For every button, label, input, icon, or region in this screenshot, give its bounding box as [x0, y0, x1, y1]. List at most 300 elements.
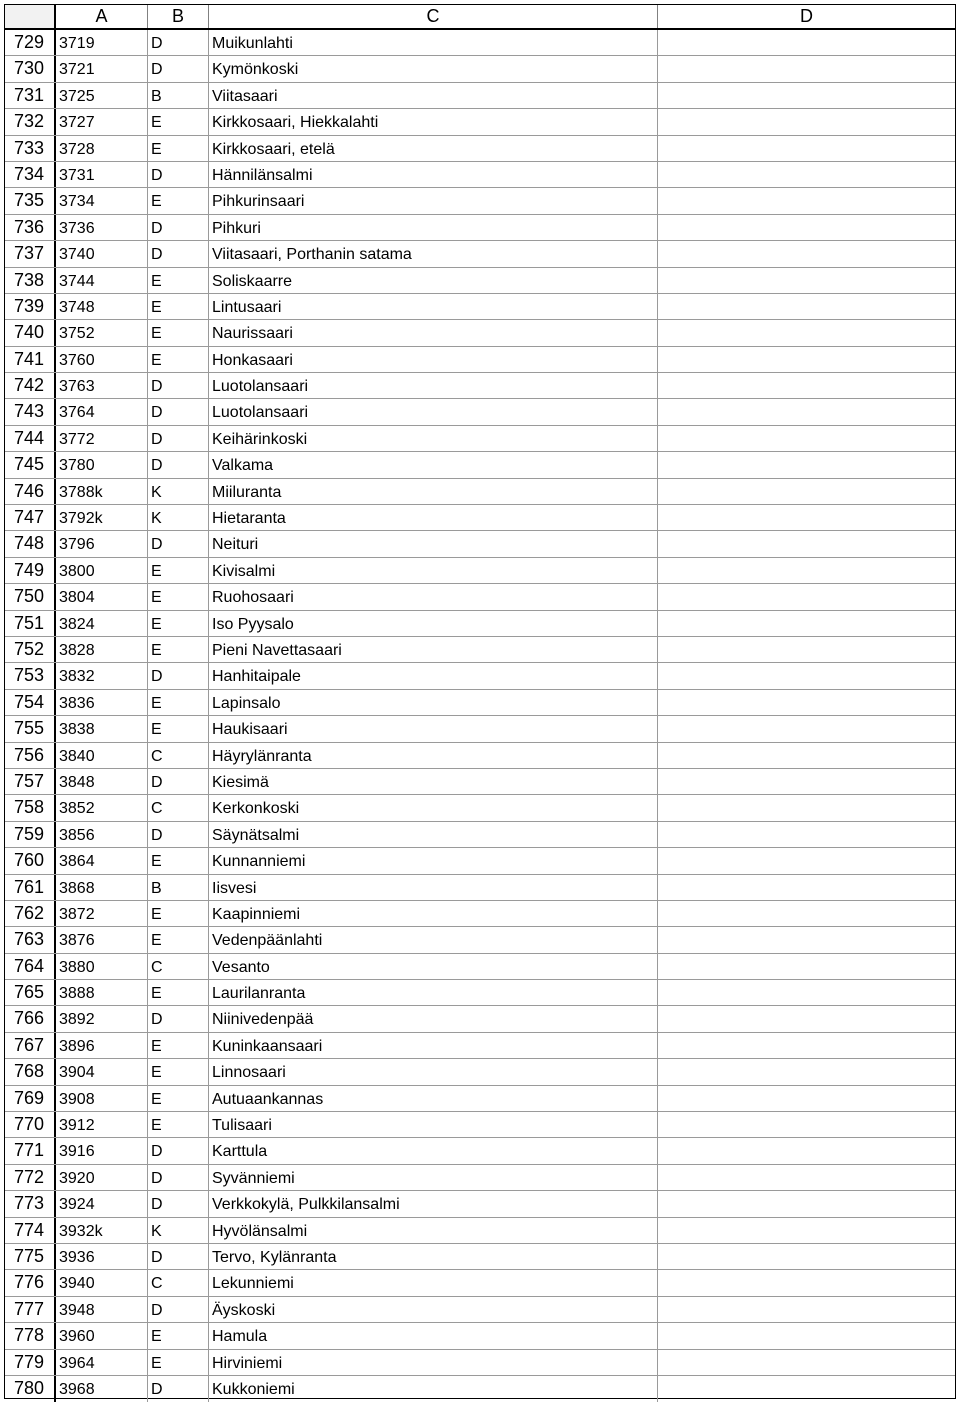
cell-c[interactable]: Ruohosaari	[209, 584, 658, 609]
cell-c[interactable]: Häyrylänranta	[209, 743, 658, 768]
cell-c[interactable]: Kunnanniemi	[209, 848, 658, 873]
cell-c[interactable]: Viitasaari	[209, 83, 658, 108]
cell-b[interactable]: E	[148, 320, 209, 345]
cell-d[interactable]	[658, 373, 955, 398]
cell-b[interactable]: D	[148, 1165, 209, 1190]
column-header-a[interactable]: A	[56, 5, 148, 28]
cell-a[interactable]: 3788k	[56, 479, 148, 504]
cell-b[interactable]: K	[148, 479, 209, 504]
cell-a[interactable]: 3856	[56, 822, 148, 847]
cell-c[interactable]: Valkama	[209, 452, 658, 477]
cell-d[interactable]	[658, 109, 955, 134]
row-number[interactable]: 751	[5, 611, 56, 636]
cell-a[interactable]: 3719	[56, 30, 148, 55]
cell-a[interactable]: 3960	[56, 1323, 148, 1348]
cell-d[interactable]	[658, 980, 955, 1005]
cell-d[interactable]	[658, 294, 955, 319]
cell-d[interactable]	[658, 1297, 955, 1322]
cell-d[interactable]	[658, 558, 955, 583]
row-number[interactable]: 760	[5, 848, 56, 873]
cell-c[interactable]: Lekunniemi	[209, 1270, 658, 1295]
cell-d[interactable]	[658, 1086, 955, 1111]
cell-c[interactable]: Verkkokylä, Pulkkilansalmi	[209, 1191, 658, 1216]
cell-d[interactable]	[658, 611, 955, 636]
cell-c[interactable]: Hietaranta	[209, 505, 658, 530]
cell-d[interactable]	[658, 83, 955, 108]
column-header-row	[5, 5, 955, 30]
cell-b[interactable]: E	[148, 1059, 209, 1084]
cell-b[interactable]: D	[148, 1138, 209, 1163]
cell-c[interactable]: Pihkurinsaari	[209, 188, 658, 213]
cell-d[interactable]	[658, 1059, 955, 1084]
row-number[interactable]: 730	[5, 56, 56, 81]
cell-d[interactable]	[658, 1138, 955, 1163]
row-number[interactable]: 771	[5, 1138, 56, 1163]
cell-a[interactable]: 3727	[56, 109, 148, 134]
cell-b[interactable]: D	[148, 531, 209, 556]
cell-d[interactable]	[658, 479, 955, 504]
row-number[interactable]: 737	[5, 241, 56, 266]
table-row	[5, 1323, 955, 1349]
row-container	[5, 30, 955, 1402]
table-row	[5, 426, 955, 452]
table-row	[5, 822, 955, 848]
table-row	[5, 162, 955, 188]
cell-b[interactable]: E	[148, 690, 209, 715]
cell-a[interactable]: 3734	[56, 188, 148, 213]
row-number[interactable]: 768	[5, 1059, 56, 1084]
cell-c[interactable]: Miiluranta	[209, 479, 658, 504]
cell-b[interactable]: E	[148, 1323, 209, 1348]
row-number[interactable]: 767	[5, 1033, 56, 1058]
cell-b[interactable]: C	[148, 795, 209, 820]
row-number[interactable]: 772	[5, 1165, 56, 1190]
cell-b[interactable]: E	[148, 637, 209, 662]
table-row	[5, 875, 955, 901]
cell-b[interactable]: D	[148, 1297, 209, 1322]
cell-a[interactable]: 3872	[56, 901, 148, 926]
cell-d[interactable]	[658, 584, 955, 609]
cell-a[interactable]: 3876	[56, 927, 148, 952]
cell-b[interactable]: E	[148, 109, 209, 134]
row-number[interactable]: 736	[5, 215, 56, 240]
row-number[interactable]: 739	[5, 294, 56, 319]
cell-b[interactable]: D	[148, 1244, 209, 1269]
row-number[interactable]: 749	[5, 558, 56, 583]
row-number[interactable]: 734	[5, 162, 56, 187]
cell-d[interactable]	[658, 136, 955, 161]
cell-b[interactable]: E	[148, 188, 209, 213]
cell-b[interactable]: E	[148, 901, 209, 926]
cell-a[interactable]: 3868	[56, 875, 148, 900]
table-row	[5, 320, 955, 346]
row-number[interactable]: 753	[5, 663, 56, 688]
cell-a[interactable]: 3848	[56, 769, 148, 794]
cell-d[interactable]	[658, 1006, 955, 1031]
cell-b[interactable]: C	[148, 1270, 209, 1295]
row-number[interactable]: 758	[5, 795, 56, 820]
row-number[interactable]: 729	[5, 30, 56, 55]
cell-b[interactable]: D	[148, 373, 209, 398]
cell-a[interactable]: 3936	[56, 1244, 148, 1269]
table-row	[5, 1297, 955, 1323]
cell-b[interactable]: E	[148, 294, 209, 319]
cell-d[interactable]	[658, 1218, 955, 1243]
table-row	[5, 1244, 955, 1270]
cell-c[interactable]: Autuaankannas	[209, 1086, 658, 1111]
cell-a[interactable]: 3721	[56, 56, 148, 81]
cell-b[interactable]: D	[148, 30, 209, 55]
cell-b[interactable]: C	[148, 743, 209, 768]
cell-c[interactable]: Tulisaari	[209, 1112, 658, 1137]
cell-b[interactable]: E	[148, 136, 209, 161]
cell-a[interactable]: 3838	[56, 716, 148, 741]
row-number[interactable]: 775	[5, 1244, 56, 1269]
cell-b[interactable]: D	[148, 215, 209, 240]
cell-d[interactable]	[658, 769, 955, 794]
cell-a[interactable]: 3920	[56, 1165, 148, 1190]
cell-a[interactable]: 3728	[56, 136, 148, 161]
table-row	[5, 637, 955, 663]
cell-a[interactable]: 3824	[56, 611, 148, 636]
row-number[interactable]: 732	[5, 109, 56, 134]
cell-a[interactable]: 3864	[56, 848, 148, 873]
cell-d[interactable]	[658, 1376, 955, 1402]
row-number[interactable]: 754	[5, 690, 56, 715]
cell-c[interactable]: Hanhitaipale	[209, 663, 658, 688]
cell-a[interactable]: 3744	[56, 268, 148, 293]
cell-b[interactable]: K	[148, 1218, 209, 1243]
row-number[interactable]: 744	[5, 426, 56, 451]
table-row	[5, 716, 955, 742]
row-number[interactable]: 766	[5, 1006, 56, 1031]
row-number[interactable]: 740	[5, 320, 56, 345]
cell-c[interactable]: Laurilanranta	[209, 980, 658, 1005]
cell-c[interactable]: Hännilänsalmi	[209, 162, 658, 187]
column-header-b[interactable]: B	[148, 5, 209, 28]
cell-d[interactable]	[658, 426, 955, 451]
table-row	[5, 954, 955, 980]
cell-d[interactable]	[658, 848, 955, 873]
cell-a[interactable]: 3725	[56, 83, 148, 108]
table-row	[5, 188, 955, 214]
cell-d[interactable]	[658, 716, 955, 741]
row-number[interactable]: 774	[5, 1218, 56, 1243]
cell-d[interactable]	[658, 1033, 955, 1058]
cell-a[interactable]: 3932k	[56, 1218, 148, 1243]
cell-a[interactable]: 3760	[56, 347, 148, 372]
cell-c[interactable]: Lintusaari	[209, 294, 658, 319]
cell-b[interactable]: D	[148, 426, 209, 451]
cell-a[interactable]: 3912	[56, 1112, 148, 1137]
row-number[interactable]: 776	[5, 1270, 56, 1295]
cell-c[interactable]: Luotolansaari	[209, 373, 658, 398]
cell-a[interactable]: 3796	[56, 531, 148, 556]
cell-d[interactable]	[658, 347, 955, 372]
table-row	[5, 56, 955, 82]
cell-c[interactable]: Kirkkosaari, etelä	[209, 136, 658, 161]
cell-d[interactable]	[658, 399, 955, 424]
cell-b[interactable]: B	[148, 83, 209, 108]
cell-d[interactable]	[658, 1191, 955, 1216]
cell-c[interactable]: Naurissaari	[209, 320, 658, 345]
spreadsheet-grid	[4, 4, 956, 1399]
table-row	[5, 927, 955, 953]
cell-b[interactable]: K	[148, 505, 209, 530]
column-header-d[interactable]: D	[800, 6, 813, 26]
cell-c[interactable]: Kymönkoski	[209, 56, 658, 81]
cell-b[interactable]: D	[148, 1006, 209, 1031]
row-number[interactable]: 747	[5, 505, 56, 530]
cell-b[interactable]: D	[148, 162, 209, 187]
table-row	[5, 1165, 955, 1191]
cell-c[interactable]: Kivisalmi	[209, 558, 658, 583]
cell-b[interactable]: E	[148, 927, 209, 952]
cell-c[interactable]: Kuninkaansaari	[209, 1033, 658, 1058]
cell-d[interactable]	[658, 215, 955, 240]
row-number[interactable]: 752	[5, 637, 56, 662]
cell-b[interactable]: E	[148, 584, 209, 609]
cell-c[interactable]: Kiesimä	[209, 769, 658, 794]
cell-d[interactable]	[658, 30, 955, 55]
cell-b[interactable]: E	[148, 268, 209, 293]
cell-a[interactable]: 3740	[56, 241, 148, 266]
row-number[interactable]: 746	[5, 479, 56, 504]
row-number[interactable]: 735	[5, 188, 56, 213]
cell-b[interactable]: E	[148, 1112, 209, 1137]
cell-d[interactable]	[658, 637, 955, 662]
cell-d[interactable]	[658, 795, 955, 820]
cell-b[interactable]: D	[148, 1191, 209, 1216]
table-row	[5, 268, 955, 294]
cell-d[interactable]	[658, 1165, 955, 1190]
cell-d[interactable]	[658, 56, 955, 81]
cell-a[interactable]: 3888	[56, 980, 148, 1005]
cell-c[interactable]: Syvänniemi	[209, 1165, 658, 1190]
cell-c[interactable]: Iso Pyysalo	[209, 611, 658, 636]
table-row	[5, 901, 955, 927]
cell-a[interactable]: 3840	[56, 743, 148, 768]
cell-a[interactable]: 3964	[56, 1350, 148, 1375]
cell-c[interactable]: Linnosaari	[209, 1059, 658, 1084]
cell-d[interactable]	[658, 927, 955, 952]
cell-c[interactable]: Säynätsalmi	[209, 822, 658, 847]
row-number[interactable]: 773	[5, 1191, 56, 1216]
cell-b[interactable]: D	[148, 56, 209, 81]
table-row	[5, 980, 955, 1006]
table-row	[5, 663, 955, 689]
cell-c[interactable]: Iisvesi	[209, 875, 658, 900]
cell-c[interactable]: Vedenpäänlahti	[209, 927, 658, 952]
cell-c[interactable]: Muikunlahti	[209, 30, 658, 55]
cell-c[interactable]: Niinivedenpää	[209, 1006, 658, 1031]
cell-c[interactable]: Kerkonkoski	[209, 795, 658, 820]
cell-b[interactable]: E	[148, 1350, 209, 1375]
cell-a[interactable]: 3780	[56, 452, 148, 477]
cell-a[interactable]: 3736	[56, 215, 148, 240]
cell-c[interactable]: Luotolansaari	[209, 399, 658, 424]
cell-d[interactable]	[658, 241, 955, 266]
cell-d[interactable]	[658, 268, 955, 293]
cell-a[interactable]: 3892	[56, 1006, 148, 1031]
cell-c[interactable]: Hyvölänsalmi	[209, 1218, 658, 1243]
cell-d[interactable]	[658, 1350, 955, 1375]
cell-a[interactable]: 3948	[56, 1297, 148, 1322]
cell-a[interactable]: 3836	[56, 690, 148, 715]
table-row	[5, 1191, 955, 1217]
cell-a[interactable]: 3763	[56, 373, 148, 398]
row-number[interactable]: 779	[5, 1350, 56, 1375]
cell-a[interactable]: 3752	[56, 320, 148, 345]
cell-b[interactable]: D	[148, 399, 209, 424]
cell-c[interactable]: Viitasaari, Porthanin satama	[209, 241, 658, 266]
cell-b[interactable]: D	[148, 822, 209, 847]
cell-d[interactable]	[658, 875, 955, 900]
table-row	[5, 347, 955, 373]
cell-a[interactable]: 3940	[56, 1270, 148, 1295]
row-number[interactable]: 748	[5, 531, 56, 556]
row-number[interactable]: 755	[5, 716, 56, 741]
table-row	[5, 743, 955, 769]
cell-d[interactable]	[658, 743, 955, 768]
cell-b[interactable]: E	[148, 1033, 209, 1058]
row-number[interactable]: 742	[5, 373, 56, 398]
row-number[interactable]: 745	[5, 452, 56, 477]
cell-d[interactable]	[658, 452, 955, 477]
cell-a[interactable]: 3916	[56, 1138, 148, 1163]
cell-d[interactable]	[658, 505, 955, 530]
cell-a[interactable]: 3804	[56, 584, 148, 609]
cell-d[interactable]	[658, 690, 955, 715]
cell-b[interactable]: E	[148, 347, 209, 372]
cell-b[interactable]: E	[148, 980, 209, 1005]
cell-a[interactable]: 3792k	[56, 505, 148, 530]
row-number[interactable]: 761	[5, 875, 56, 900]
cell-b[interactable]: D	[148, 1376, 209, 1402]
cell-c[interactable]: Kirkkosaari, Hiekkalahti	[209, 109, 658, 134]
cell-a[interactable]: 3904	[56, 1059, 148, 1084]
table-row	[5, 1059, 955, 1085]
cell-c[interactable]: Soliskaarre	[209, 268, 658, 293]
cell-b[interactable]: D	[148, 241, 209, 266]
cell-a[interactable]: 3828	[56, 637, 148, 662]
cell-a[interactable]: 3764	[56, 399, 148, 424]
cell-d[interactable]	[658, 822, 955, 847]
cell-d[interactable]	[658, 320, 955, 345]
cell-a[interactable]: 3880	[56, 954, 148, 979]
cell-c[interactable]: Äyskoski	[209, 1297, 658, 1322]
row-number[interactable]: 764	[5, 954, 56, 979]
row-number[interactable]: 759	[5, 822, 56, 847]
cell-c[interactable]: Karttula	[209, 1138, 658, 1163]
cell-c[interactable]: Kaapinniemi	[209, 901, 658, 926]
cell-c[interactable]: Lapinsalo	[209, 690, 658, 715]
cell-b[interactable]: E	[148, 1086, 209, 1111]
table-row	[5, 1350, 955, 1376]
cell-d[interactable]	[658, 1112, 955, 1137]
cell-a[interactable]: 3908	[56, 1086, 148, 1111]
cell-d[interactable]	[658, 1244, 955, 1269]
cell-c[interactable]: Kukkoniemi	[209, 1376, 658, 1402]
cell-b[interactable]: E	[148, 848, 209, 873]
cell-c[interactable]: Keihärinkoski	[209, 426, 658, 451]
table-row	[5, 1086, 955, 1112]
row-number[interactable]: 757	[5, 769, 56, 794]
cell-a[interactable]: 3731	[56, 162, 148, 187]
cell-a[interactable]: 3968	[56, 1376, 148, 1402]
row-number[interactable]: 780	[5, 1376, 56, 1402]
select-all-corner[interactable]	[5, 5, 56, 28]
cell-a[interactable]: 3852	[56, 795, 148, 820]
cell-c[interactable]: Tervo, Kylänranta	[209, 1244, 658, 1269]
cell-a[interactable]: 3924	[56, 1191, 148, 1216]
cell-c[interactable]: Hamula	[209, 1323, 658, 1348]
row-number[interactable]: 763	[5, 927, 56, 952]
table-row	[5, 1376, 955, 1402]
table-row	[5, 30, 955, 56]
cell-a[interactable]: 3772	[56, 426, 148, 451]
row-number[interactable]: 743	[5, 399, 56, 424]
row-number[interactable]: 769	[5, 1086, 56, 1111]
table-row	[5, 136, 955, 162]
table-row	[5, 505, 955, 531]
cell-b[interactable]: D	[148, 452, 209, 477]
row-number[interactable]: 738	[5, 268, 56, 293]
cell-c[interactable]: Pihkuri	[209, 215, 658, 240]
cell-c[interactable]: Hirviniemi	[209, 1350, 658, 1375]
row-number[interactable]: 731	[5, 83, 56, 108]
cell-c[interactable]: Vesanto	[209, 954, 658, 979]
cell-c[interactable]: Pieni Navettasaari	[209, 637, 658, 662]
cell-d[interactable]	[658, 901, 955, 926]
cell-a[interactable]: 3832	[56, 663, 148, 688]
table-row	[5, 1270, 955, 1296]
row-number[interactable]: 765	[5, 980, 56, 1005]
cell-a[interactable]: 3748	[56, 294, 148, 319]
cell-d[interactable]	[658, 531, 955, 556]
cell-b[interactable]: E	[148, 611, 209, 636]
row-number[interactable]: 762	[5, 901, 56, 926]
row-number[interactable]: 756	[5, 743, 56, 768]
cell-c[interactable]: Haukisaari	[209, 716, 658, 741]
cell-a[interactable]: 3800	[56, 558, 148, 583]
cell-b[interactable]: C	[148, 954, 209, 979]
cell-d[interactable]	[658, 663, 955, 688]
cell-d[interactable]	[658, 188, 955, 213]
cell-d[interactable]	[658, 162, 955, 187]
table-row	[5, 294, 955, 320]
row-number[interactable]: 778	[5, 1323, 56, 1348]
column-header-c[interactable]: C	[209, 5, 658, 28]
cell-b[interactable]: D	[148, 663, 209, 688]
cell-d[interactable]	[658, 1323, 955, 1348]
cell-d[interactable]	[658, 1270, 955, 1295]
cell-b[interactable]: E	[148, 558, 209, 583]
row-number[interactable]: 770	[5, 1112, 56, 1137]
row-number[interactable]: 750	[5, 584, 56, 609]
row-number[interactable]: 777	[5, 1297, 56, 1322]
cell-c[interactable]: Honkasaari	[209, 347, 658, 372]
table-row	[5, 215, 955, 241]
cell-b[interactable]: D	[148, 769, 209, 794]
row-number[interactable]: 741	[5, 347, 56, 372]
cell-c[interactable]: Neituri	[209, 531, 658, 556]
cell-b[interactable]: E	[148, 716, 209, 741]
row-number[interactable]: 733	[5, 136, 56, 161]
cell-d[interactable]	[658, 954, 955, 979]
cell-a[interactable]: 3896	[56, 1033, 148, 1058]
cell-b[interactable]: B	[148, 875, 209, 900]
